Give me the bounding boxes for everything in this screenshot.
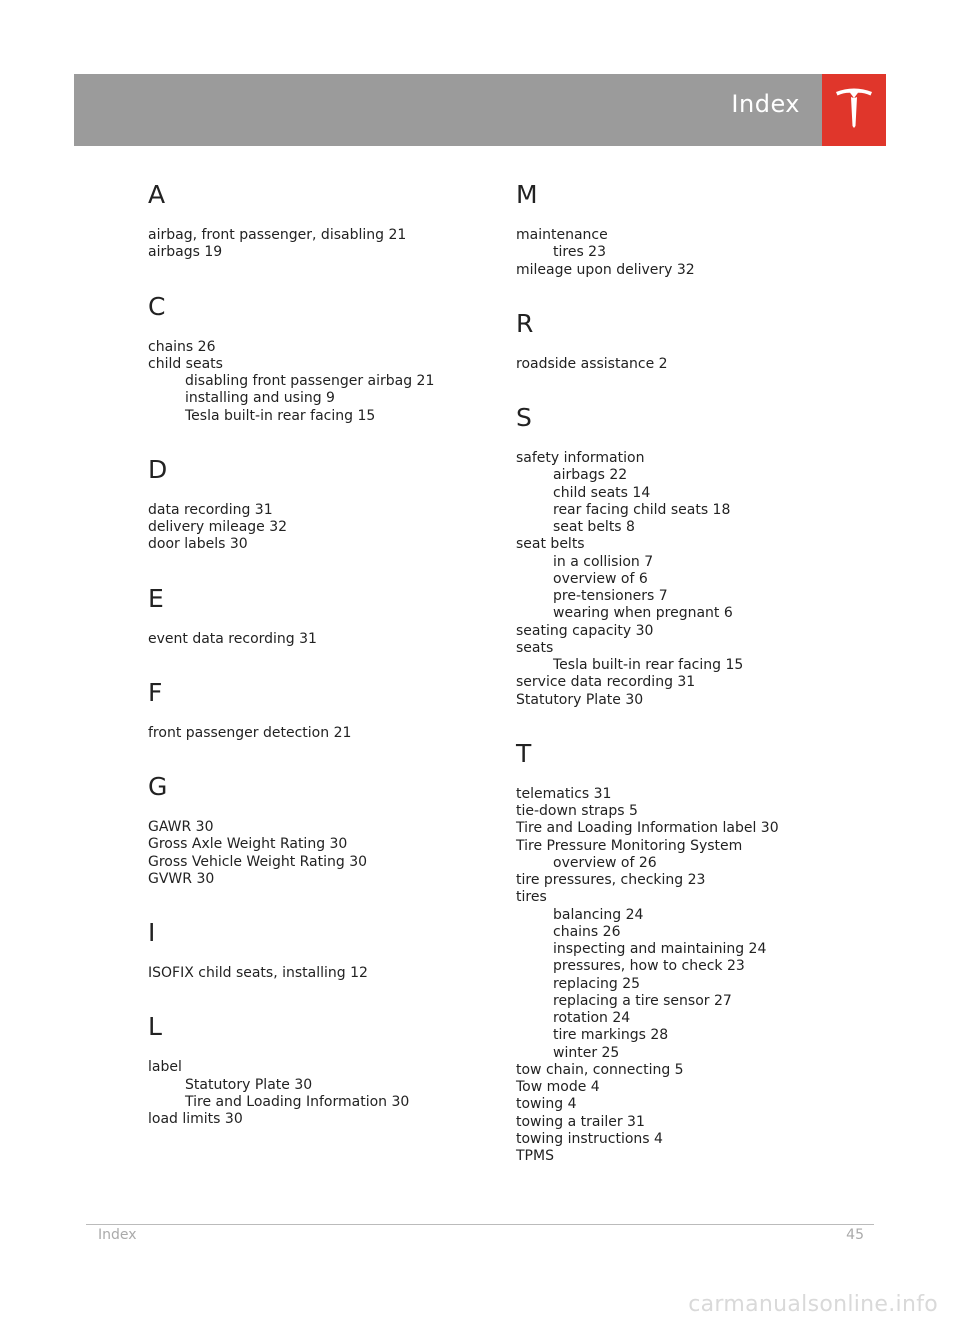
header-bar — [74, 74, 822, 146]
index-entry: tie-down straps 5 — [516, 803, 638, 819]
index-entry: Gross Axle Weight Rating 30 — [148, 836, 348, 853]
index-section-f — [148, 725, 468, 742]
index-entry: safety information — [516, 450, 645, 466]
index-entry: ISOFIX child seats, installing 12 — [148, 965, 368, 981]
footer-divider — [86, 1224, 874, 1225]
section-letter-i: I — [148, 918, 156, 947]
index-subentry: pressures, how to check 23 — [553, 958, 745, 975]
section-letter-e: E — [148, 583, 164, 613]
index-section-m — [516, 227, 876, 279]
index-entry: delivery mileage 32 — [148, 519, 288, 535]
index-entry: seating capacity 30 — [516, 622, 654, 639]
index-entry: seats — [516, 639, 554, 656]
index-subentry: child seats 14 — [553, 484, 651, 501]
index-section-g — [148, 819, 468, 888]
index-subentry: balancing 24 — [553, 906, 644, 923]
index-subentry: tire markings 28 — [553, 1027, 669, 1044]
index-entry: maintenance — [516, 227, 608, 243]
index-entry: Gross Vehicle Weight Rating 30 — [148, 853, 368, 870]
index-section-a — [148, 227, 468, 262]
section-letter-a: A — [148, 180, 166, 209]
index-entry: seat belts — [516, 536, 585, 553]
index-subentry: wearing when pregnant 6 — [553, 605, 733, 622]
index-entry: roadside assistance 2 — [516, 355, 668, 372]
section-letter-t: T — [516, 738, 532, 768]
index-subentry: overview of 26 — [553, 854, 657, 871]
index-entry: towing a trailer 31 — [516, 1113, 645, 1130]
section-letter-l: L — [148, 1012, 162, 1042]
index-entry: load limits 30 — [148, 1111, 243, 1127]
section-letter-r: R — [516, 308, 534, 338]
index-column-right — [516, 180, 876, 1195]
index-entry: service data recording 31 — [516, 674, 696, 691]
index-entry: telematics 31 — [516, 785, 612, 802]
tesla-logo-icon — [834, 86, 874, 134]
footer-section-label: Index — [98, 1227, 137, 1243]
section-letter-m: M — [516, 180, 538, 209]
index-entry: airbags 19 — [148, 244, 223, 261]
index-entry: Tow mode 4 — [516, 1079, 600, 1095]
index-subentry: disabling front passenger airbag 21 — [185, 373, 435, 389]
index-subentry: tires 23 — [553, 244, 606, 261]
index-section-l — [148, 1059, 468, 1128]
index-entry: tire pressures, checking 23 — [516, 872, 706, 888]
index-subentry: airbags 22 — [553, 467, 628, 484]
index-entry: airbag, front passenger, disabling 21 — [148, 227, 407, 243]
index-entry: Tire and Loading Information label 30 — [516, 820, 779, 837]
tesla-logo — [822, 74, 886, 146]
section-letter-d: D — [148, 454, 168, 484]
index-entry: chains 26 — [148, 338, 216, 355]
index-entry: TPMS — [516, 1148, 554, 1164]
index-entry: data recording 31 — [148, 501, 273, 518]
index-subentry: in a collision 7 — [553, 553, 654, 570]
index-subentry: installing and using 9 — [185, 390, 335, 407]
index-column-left — [148, 180, 468, 1158]
index-entry: Tire Pressure Monitoring System — [516, 837, 743, 854]
index-entry: Statutory Plate 30 — [516, 691, 644, 708]
section-letter-f: F — [148, 677, 163, 707]
page-title: Index — [731, 90, 800, 118]
index-subentry: Tire and Loading Information 30 — [185, 1093, 410, 1110]
index-subentry: Tesla built-in rear facing 15 — [553, 657, 744, 673]
index-entry: front passenger detection 21 — [148, 724, 352, 741]
index-subentry: replacing 25 — [553, 975, 641, 992]
index-entry: event data recording 31 — [148, 630, 317, 647]
index-section-i — [148, 965, 468, 982]
index-subentry: Statutory Plate 30 — [185, 1076, 313, 1093]
index-entry: tow chain, connecting 5 — [516, 1061, 684, 1078]
index-subentry: replacing a tire sensor 27 — [553, 992, 732, 1009]
index-section-c — [148, 339, 468, 425]
index-section-t — [516, 786, 876, 1166]
index-section-r — [516, 356, 876, 373]
index-subentry: pre-tensioners 7 — [553, 588, 668, 604]
index-subentry: seat belts 8 — [553, 519, 635, 535]
section-letter-s: S — [516, 403, 532, 432]
index-subentry: inspecting and maintaining 24 — [553, 941, 767, 957]
index-section-s — [516, 450, 876, 709]
index-subentry: chains 26 — [553, 923, 621, 940]
index-entry: towing instructions 4 — [516, 1130, 663, 1147]
index-entry: GAWR 30 — [148, 819, 214, 835]
index-subentry: rotation 24 — [553, 1010, 631, 1026]
index-entry: label — [148, 1059, 182, 1076]
index-entry: GVWR 30 — [148, 870, 215, 887]
index-section-d — [148, 502, 468, 554]
index-subentry: winter 25 — [553, 1044, 620, 1061]
index-section-e — [148, 631, 468, 648]
index-subentry: rear facing child seats 18 — [553, 501, 731, 518]
index-entry: mileage upon delivery 32 — [516, 261, 695, 278]
index-entry: child seats — [148, 355, 223, 372]
index-subentry: Tesla built-in rear facing 15 — [185, 407, 376, 424]
index-entry: towing 4 — [516, 1096, 577, 1113]
index-entry: door labels 30 — [148, 536, 248, 553]
section-letter-c: C — [148, 291, 166, 321]
watermark: carmanualsonline.info — [688, 1292, 938, 1317]
index-entry: tires — [516, 889, 547, 906]
footer-page-number: 45 — [846, 1227, 864, 1243]
index-subentry: overview of 6 — [553, 570, 648, 587]
section-letter-g: G — [148, 772, 168, 801]
